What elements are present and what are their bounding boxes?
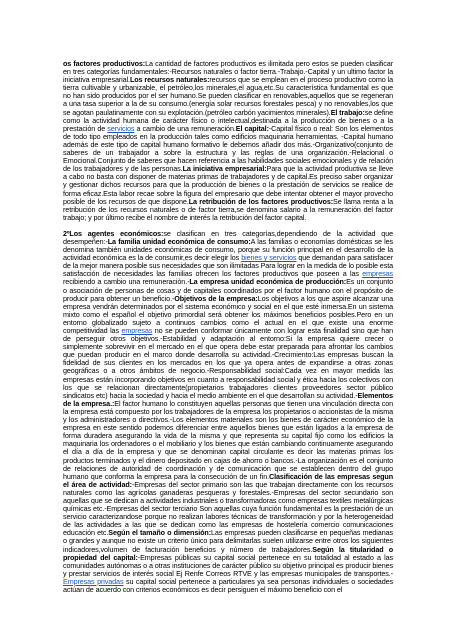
paragraph-agentes-economicos	[63, 230, 393, 594]
body-text: a cambio de una remuneración.	[134, 123, 236, 133]
bold-heading: Elementos de la empresa.:	[63, 390, 393, 408]
bold-heading: Según la titularidad o propiedad del capital:	[63, 544, 393, 562]
bold-heading: El trabajo:	[330, 107, 365, 117]
bold-heading: La empresa unidad económica de producción:	[189, 277, 347, 287]
body-text: no se pueden conformar únicamente con lograr esta finalidad sino que han de perseguir otros objetivos.-Estabilidad y adaptación al entorno:Si la empresa quiere crecer o simplemente sobrevivir en el mercado en el que opera debe estar preparada para afrontar los cambios que puedan producir en el marco donde desarrolla su actividad.-Crecimiento:Las empresas buscan la fidelidad de sus clientes en los mercados en los que ya opera antes de expandirse a otras zonas geográficas o a otros ámbitos de negocio.-Responsabilidad social:Cada vez en mayor medida las empresas están incorporando objetivos en cuanto a responsabilidad social y ética hacia los colectivos con los que se relacionan directamente(propietarios trabajadores clientes proveedores sector público sindicatos etc) hacia la sociedad y hacia el medio ambiente en el que desarrollan su actividad.-	[63, 326, 393, 400]
body-text: que demandan para satisfacer de la mejor manera posible sus necesidades que son ilimitadas Para lograr en la medida de lo posible esta satisfacción de necesidades las familias ofrecen los factores productivos que poseen a las	[63, 253, 393, 279]
bold-heading: Clasificación de las empresas segun el área de actividad:	[63, 471, 393, 489]
bold-heading: Objetivos de la empresa:	[174, 293, 258, 303]
bold-heading: La familia unidad económica de consumo:	[107, 236, 251, 246]
bold-heading: La iniciativa empresarial:	[182, 164, 267, 174]
body-text: se define como la actividad humana de carácter físico o intelectual,destinada a la producción de bienes o a la prestación de	[63, 107, 394, 133]
bold-heading: El capital:	[235, 123, 269, 133]
paragraph-factores-productivos	[63, 60, 393, 222]
body-text: El factor humano lo constituyen aquellas personas que tienen una vinculación directa con la empresa está compuesto por los trabajadores de la empresa los propietarios o accionistas de la misma y los administradores o directivos.-Los elementos materiales son los bienes de carácter económico de la empresa en este sentido podemos diferenciar entre aquellos bienes que están ligados a la empresa de forma duradera asegurando la vida de la misma y que representa su capital fijo como los edificios la maquinaria los ordenadores o el mobiliario y los bienes que están cambiando continuamente asegurando el día a día de la empresa y que se denominan capital circulante es decir las materias primas los productos terminados y el dinero depositado en cajas de ahorro o bancos.-La organización es el conjunto de relaciones de autoridad de coordinación y de comunicación que se establecen dentro del grupo humano que conforma la empresa para la consecución de un fin.	[63, 398, 393, 481]
text-column	[63, 60, 393, 594]
body-text: -Empresas públicas su capital social pertenece en su totalidad al estado a las comunidades autónomas o a otras instituciones de carácter público su objetivo principal es producir bienes y prestar servicios de interés social Ej Renfe Correos RTVE y las empresas municipales de transportes.-	[63, 552, 393, 578]
inline-link[interactable]: empresas	[121, 326, 153, 335]
body-text: La cantidad de factores productivos es ilimitada pero estos se pueden clasificar en tres categorías fundamentales:-Recursos naturales o factor tierra.-Trabajo.-Capital y un ultimo factor la iniciativa empresarial.	[63, 59, 393, 85]
inline-link[interactable]: servicios	[107, 123, 135, 133]
body-text: A las familias o economías domésticas se les denomina también unidades económicas de consumo, porque su función principal en el desarrollo de la actividad económica es la de consumir,es decir elegir los	[63, 236, 393, 263]
body-text: su capital social pertenece a particulares ya sea personas individuales o sociedades actúan de acuerdo con criterios económicos es decir persiguen el máximo beneficio con el	[63, 576, 393, 594]
bold-heading: os factores productivos:	[63, 59, 146, 68]
bold-heading: Los recursos naturales:	[129, 75, 210, 85]
inline-link[interactable]: empresas	[362, 269, 393, 279]
inline-link[interactable]: bienes y servicios	[241, 253, 297, 263]
inline-link[interactable]: Empresas privadas	[63, 576, 124, 586]
bold-heading: 2ºLos agentes económicos:	[63, 228, 164, 238]
body-text: -Empresas del sector primario son las que trabajan directamente con los recursos naturales como las agrícolas ganaderas pesqueras y forestales.-Empresas del sector secundario son aquellas que se dedican a actividades industriales o transformadoras como empresas textiles metalúrgicas químicas etc.-Empresas del sector terciario Son aquellas cuya función fundamental es la prestación de un servicio caracterizandose porque no realizan labores técnicas de transformación y por la heterogeneidad de las actividades a las que se dedican como las empresas de hostelería comercio comunicaciones educación etc.	[63, 479, 393, 538]
body-text: recibiendo a cambio una remuneración.-	[63, 277, 190, 287]
body-text: Las empresas pueden clasificarse en pequeñas medianas o grandes y aunque no existe un criterio único para delimitarlas suelen utilizarse entre otros los siguientes indicadores,volumen de facturación beneficios y número de trabajadores.	[63, 528, 393, 554]
body-text: Es un conjunto o asociación de personas de cosas y de capitales coordinados por el factor humano con el propósito de producir para obtener un beneficio.-	[63, 277, 393, 303]
body-text: Los objetivos a los que aspire alcanzar una empresa vendrán determinados por el sistema económico y social en el que esté inmersa.En un sistema mixto como el español el objetivo primordial será obtener los máximos beneficios posibles.Pero en un entorno globalizado sujeto a continuos cambios como el actual en el que existe una enorme competitividad las	[63, 293, 393, 335]
body-text: Para que la actividad productiva se lleve a cabo no basta con disponer de materias primas de trabajadores y de capital.Es preciso saber organizar y gestionar dichos recursos para que la producción de bienes o la prestación de servicios se realice de forma eficaz.Esta labor recae sobre la figura del empresario que debe intentar obtener el mayor provecho posible de los recursos de que dispone.	[63, 164, 393, 206]
body-text: Se llama renta a la retribución de los recursos naturales o de factor tierra,se denomina salario a la remuneración del factor trabajo; y por último recibe el nombre de interés la retribución del factor capital.	[63, 196, 394, 222]
bold-heading: La retribución de los factores productivos:	[188, 196, 334, 206]
body-text: -Capital físico o real: Son los elementos de todo tipo empleados en la producción tales como edificios maquinaria herramientas. -Capital humano además de este tipo de capital humano formativo le debemos añadir dos más.-Organizativo(conjunto de saberes de un trabajador a sobre la estructura y las reglas de una organización.-Relacional o Emocional.Conjunto de saberes que hacen referencia a las habilidades sociales emocionales y de relación de los trabajadores y de las personas.	[63, 123, 393, 174]
bold-heading: Según el tamaño o dimensión:	[108, 528, 211, 538]
body-text: se clasifican en tres categorías,dependiendo de la actividad que desempeñen:-	[63, 228, 393, 246]
body-text: recursos que se emplean en el proceso productivo como la tierra cultivable y urbanizable, el petróleo,los minerales,el agua,etc.Su característica fundamental es que no han sido producidos por el ser humano.Se pueden clasificar en renovables,aquellos que se regeneran a una tasa superior a la de su consumo.(energía solar recursos forestales pesca) y no renovables,los que se agotan paulatinamente con su explotación.(petróleo carbón yacimientos minerales).	[63, 75, 394, 117]
